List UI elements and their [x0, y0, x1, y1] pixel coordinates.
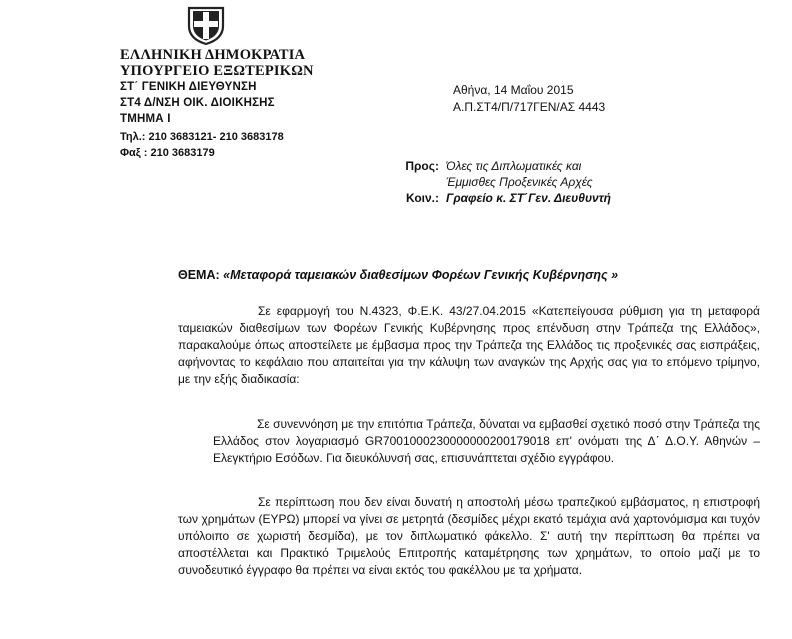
body-paragraph-1: Σε εφαρμογή του Ν.4323, Φ.Ε.Κ. 43/27.04.2015 «Κατεπείγουσα ρύθμιση για τη μεταφορά ταμειακών διαθεσίμων των Φορέων Γενικής Κυβέρνησης προς επένδυση στην Τράπεζα της Ελλάδος», παρακαλούμε όπως αποστείλετε με έμβασμα προς την Τράπεζα της Ελλάδος τις προξενικές σας εισπράξεις, αφήνοντας το κεφάλαιο που απαιτείται για την κάλυψη των αναγκών της Αρχής σας για το επόμενο τρίμηνο, με την εξής διαδικασία: — [178, 304, 760, 386]
subject-line — [178, 268, 618, 282]
date-block — [453, 82, 605, 116]
document-date: Αθήνα, 14 Μαΐου 2015 — [453, 83, 574, 97]
issuer-ministry: ΥΠΟΥΡΓΕΙΟ ΕΞΩΤΕΡΙΚΩΝ — [120, 63, 314, 79]
issuer-phone: Τηλ.: 210 3683121- 210 3683178 — [120, 131, 284, 143]
subject-label: ΘΕΜΑ: — [178, 268, 220, 282]
greek-coat-of-arms-icon — [186, 6, 226, 46]
issuer-section: ΤΜΗΜΑ Ι — [120, 113, 171, 125]
issuer-block — [120, 47, 314, 161]
issuer-fax: Φαξ : 210 3683179 — [120, 147, 215, 159]
issuer-directorate: ΣΤ΄ ΓΕΝΙΚΗ ΔΙΕΥΘΥΝΣΗ — [120, 81, 257, 93]
to-line-1: Όλες τις Διπλωματικές και — [446, 159, 582, 173]
protocol-number: Α.Π.ΣΤ4/Π/717ΓΕΝ/ΑΣ 4443 — [453, 100, 606, 114]
to-label: Προς: — [405, 159, 439, 173]
to-line-2: Έμμισθες Προξενικές Αρχές — [446, 175, 593, 189]
cc-label: Κοιν.: — [405, 191, 439, 205]
subject-text: «Μεταφορά ταμειακών διαθεσίμων Φορέων Γενικής Κυβέρνησης » — [223, 268, 619, 282]
issuer-division: ΣΤ4 Δ/ΝΣΗ ΟΙΚ. ΔΙΟΙΚΗΣΗΣ — [120, 97, 275, 109]
recipients-block — [398, 158, 611, 206]
cc-text: Γραφείο κ. ΣΤ΄Γεν. Διευθυντή — [446, 191, 611, 205]
issuer-country: ΕΛΛΗΝΙΚΗ ΔΗΜΟΚΡΑΤΙΑ — [120, 47, 306, 63]
body-paragraph-3: Σε περίπτωση που δεν είναι δυνατή η αποστολή μέσω τραπεζικού εμβάσματος, η επιστροφή των χρημάτων (ΕΥΡΩ) μπορεί να γίνει σε μετρητά (δεσμίδες μέχρι εκατό τεμάχια ανά χαρτονόμισμα και τυχόν υπόλοιπο σε χωριστή δεσμίδα), με τον διπλωματικό φάκελλο. Σ' αυτή την περίπτωση θα πρέπει να αποστέλλεται και Πρακτικό Τριμελούς Επιτροπής καταμέτρησης των χρημάτων, το οποίο μαζί με το συνοδευτικό έγγραφο θα πρέπει να είναι εκτός του φακέλλου με τα χρήματα. — [178, 495, 760, 577]
body-paragraph-2: Σε συνεννόηση με την επιτόπια Τράπεζα, δύναται να εμβασθεί σχετικό ποσό στην Τράπεζα της Ελλάδος στον λογαριασμό GR7001000230000000200179018 επ' ονόματι της Δ΄ Δ.Ο.Υ. Αθηνών – Ελεγκτήριο Εσόδων. Για διευκόλυνσή σας, επισυνάπτεται σχέδιο εγγράφου. — [213, 417, 760, 465]
